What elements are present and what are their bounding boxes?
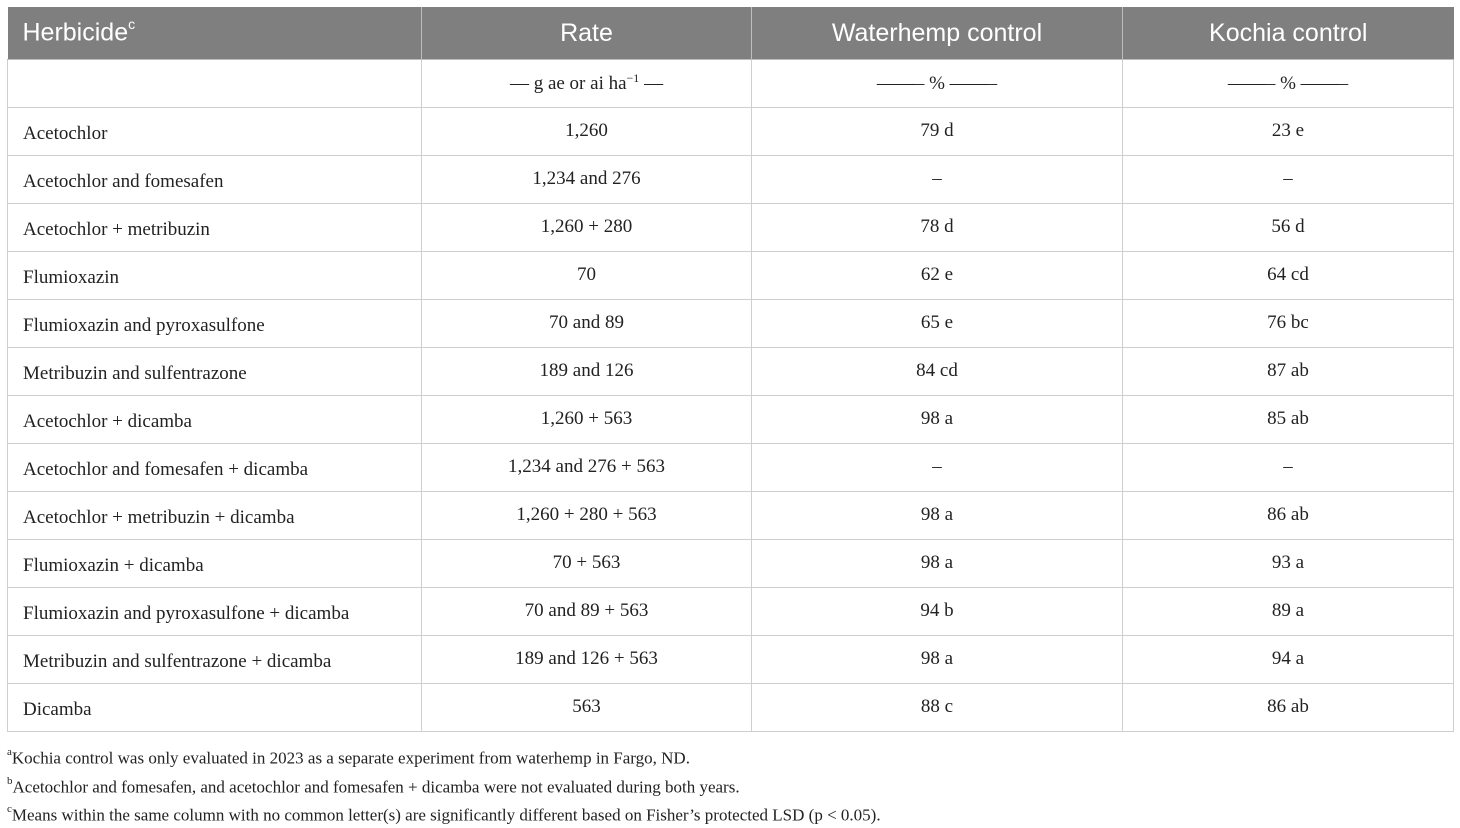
header-row <box>8 7 1454 60</box>
cell-waterhemp-control: 88 c <box>752 684 1123 732</box>
cell-rate: 70 <box>422 252 752 300</box>
cell-kochia-control: – <box>1123 444 1454 492</box>
cell-kochia-control: 93 a <box>1123 540 1454 588</box>
units-rate-prefix: — g ae or ai ha <box>509 72 627 94</box>
cell-rate: 1,260 + 280 <box>422 204 752 252</box>
footnote-text: Acetochlor and fomesafen, and acetochlor and fomesafen + dicamba were not evaluated during both years. <box>12 777 740 797</box>
cell-kochia-control: 64 cd <box>1123 252 1454 300</box>
units-row <box>8 60 1454 108</box>
cell-waterhemp-control: 98 a <box>752 492 1123 540</box>
footnote-mark: a <box>7 746 12 758</box>
cell-rate: 1,260 <box>422 108 752 156</box>
table-row <box>8 684 1454 732</box>
units-rate-suffix: — <box>639 72 664 94</box>
units-herbicide <box>8 60 422 108</box>
header-waterhemp-control: Waterhemp control <box>752 7 1123 60</box>
cell-kochia-control: 94 a <box>1123 636 1454 684</box>
table-row <box>8 396 1454 444</box>
cell-waterhemp-control: 98 a <box>752 540 1123 588</box>
cell-herbicide: Flumioxazin and pyroxasulfone + dicamba <box>8 588 422 636</box>
table-body <box>8 60 1454 732</box>
footnote-b <box>7 771 1453 800</box>
cell-rate: 189 and 126 <box>422 348 752 396</box>
data-table-container <box>7 7 1453 732</box>
footnote-mark: c <box>7 803 12 816</box>
cell-kochia-control: 87 ab <box>1123 348 1454 396</box>
cell-kochia-control: 56 d <box>1123 204 1454 252</box>
cell-kochia-control: 86 ab <box>1123 492 1454 540</box>
cell-kochia-control: 23 e <box>1123 108 1454 156</box>
header-herbicide <box>8 7 422 60</box>
table-row <box>8 540 1454 588</box>
table-header <box>8 7 1454 60</box>
units-rate <box>422 60 752 108</box>
table-row <box>8 588 1454 636</box>
units-rate-exponent: −1 <box>626 70 640 85</box>
header-herbicide-footnote-mark: c <box>128 16 136 33</box>
table-row <box>8 252 1454 300</box>
cell-waterhemp-control: 98 a <box>752 396 1123 444</box>
cell-herbicide: Metribuzin and sulfentrazone <box>8 348 422 396</box>
table-row <box>8 348 1454 396</box>
table-row <box>8 492 1454 540</box>
table-row <box>8 444 1454 492</box>
cell-waterhemp-control: 84 cd <box>752 348 1123 396</box>
footnote-c <box>7 799 1453 828</box>
cell-waterhemp-control: 98 a <box>752 636 1123 684</box>
cell-herbicide: Dicamba <box>8 684 422 732</box>
table-row <box>8 300 1454 348</box>
cell-herbicide: Flumioxazin and pyroxasulfone <box>8 300 422 348</box>
cell-rate: 563 <box>422 684 752 732</box>
table-footnotes <box>7 742 1453 828</box>
herbicide-control-table <box>7 7 1454 732</box>
cell-rate: 70 + 563 <box>422 540 752 588</box>
cell-waterhemp-control: – <box>752 156 1123 204</box>
cell-waterhemp-control: – <box>752 444 1123 492</box>
cell-rate: 1,260 + 563 <box>422 396 752 444</box>
cell-herbicide: Acetochlor and fomesafen <box>8 156 422 204</box>
cell-waterhemp-control: 94 b <box>752 588 1123 636</box>
cell-herbicide: Acetochlor + metribuzin + dicamba <box>8 492 422 540</box>
header-kochia-control: Kochia control <box>1123 7 1454 60</box>
cell-herbicide: Acetochlor <box>8 108 422 156</box>
table-row <box>8 108 1454 156</box>
cell-herbicide: Acetochlor + dicamba <box>8 396 422 444</box>
footnote-a <box>7 742 1453 771</box>
footnote-text: Means within the same column with no common letter(s) are significantly different based on Fisher’s protected LSD (p < 0.05). <box>11 805 881 825</box>
cell-kochia-control: 85 ab <box>1123 396 1454 444</box>
cell-herbicide: Flumioxazin <box>8 252 422 300</box>
cell-waterhemp-control: 65 e <box>752 300 1123 348</box>
cell-rate: 1,234 and 276 + 563 <box>422 444 752 492</box>
cell-kochia-control: 86 ab <box>1123 684 1454 732</box>
cell-rate: 1,234 and 276 <box>422 156 752 204</box>
table-row <box>8 636 1454 684</box>
cell-waterhemp-control: 78 d <box>752 204 1123 252</box>
cell-waterhemp-control: 62 e <box>752 252 1123 300</box>
cell-rate: 1,260 + 280 + 563 <box>422 492 752 540</box>
cell-waterhemp-control: 79 d <box>752 108 1123 156</box>
cell-rate: 189 and 126 + 563 <box>422 636 752 684</box>
header-rate: Rate <box>422 7 752 60</box>
cell-kochia-control: 89 a <box>1123 588 1454 636</box>
cell-herbicide: Acetochlor and fomesafen + dicamba <box>8 444 422 492</box>
cell-herbicide: Flumioxazin + dicamba <box>8 540 422 588</box>
cell-kochia-control: 76 bc <box>1123 300 1454 348</box>
cell-kochia-control: – <box>1123 156 1454 204</box>
cell-herbicide: Metribuzin and sulfentrazone + dicamba <box>8 636 422 684</box>
units-waterhemp: ——– % ——– <box>752 60 1123 108</box>
cell-rate: 70 and 89 <box>422 300 752 348</box>
cell-rate: 70 and 89 + 563 <box>422 588 752 636</box>
footnote-text: Kochia control was only evaluated in 2023 as a separate experiment from waterhemp in Fargo, ND. <box>11 748 690 768</box>
table-row <box>8 204 1454 252</box>
table-row <box>8 156 1454 204</box>
cell-herbicide: Acetochlor + metribuzin <box>8 204 422 252</box>
units-kochia: ——– % ——– <box>1123 60 1454 108</box>
footnote-mark: b <box>7 774 13 787</box>
header-herbicide-label: Herbicide <box>22 18 129 47</box>
